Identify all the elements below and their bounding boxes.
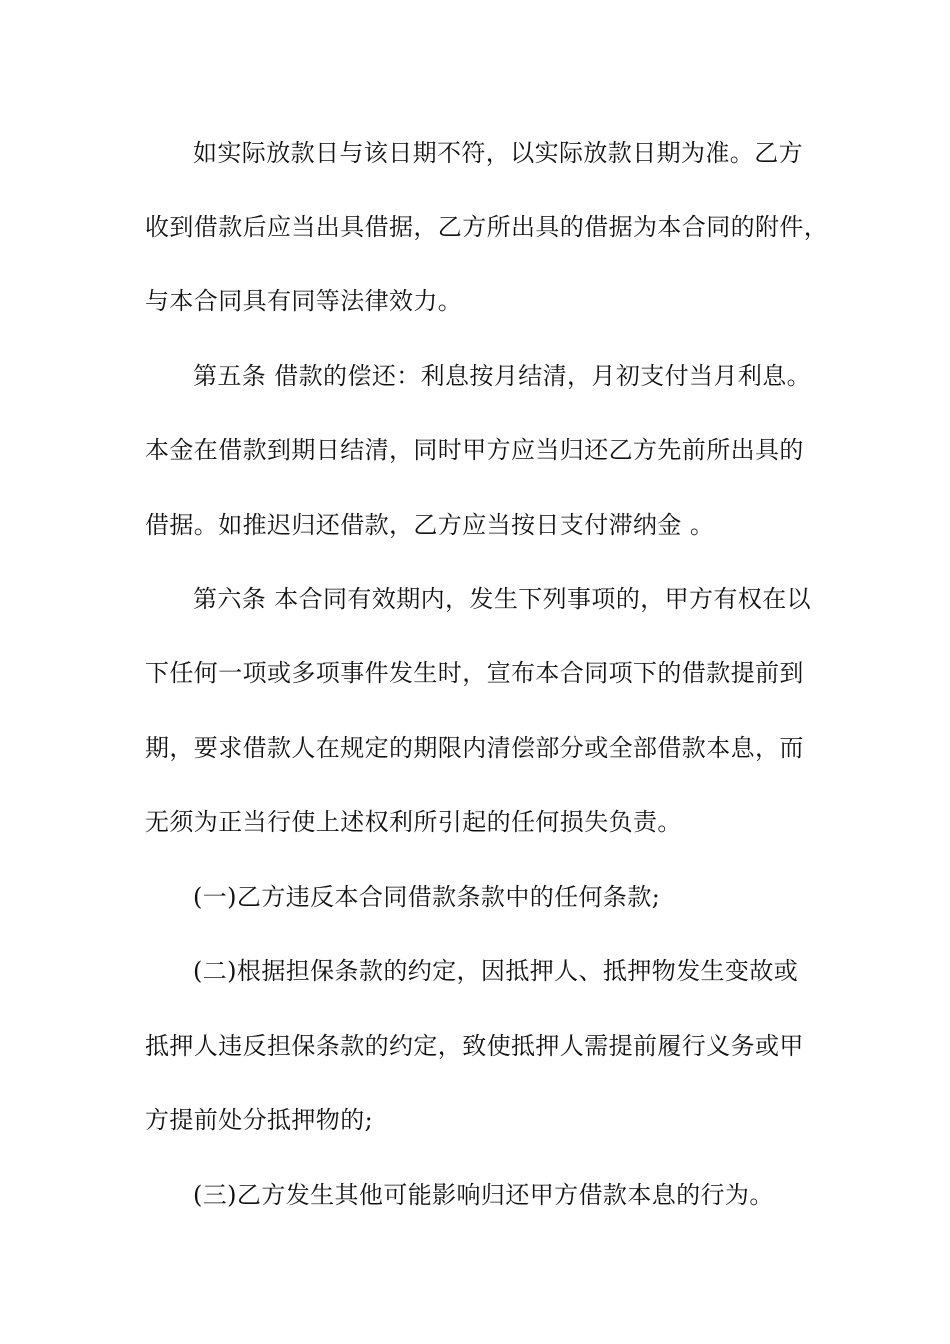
- paragraph-line: 第五条 借款的偿还：利息按月结清，月初支付当月利息。: [193, 362, 812, 390]
- paragraph-line: 借据。如推迟归还借款，乙方应当按日支付滞纳金 。: [145, 511, 715, 539]
- paragraph-line: (三)乙方发生其他可能影响归还甲方借款本息的行为。: [193, 1181, 774, 1209]
- paragraph-line: 方提前处分抵押物的;: [145, 1106, 374, 1134]
- paragraph-line: 期，要求借款人在规定的期限内清偿部分或全部借款本息，而: [145, 734, 804, 762]
- paragraph-line: 抵押人违反担保条款的约定，致使抵押人需提前履行义务或甲: [145, 1032, 804, 1060]
- paragraph-line: (二)根据担保条款的约定，因抵押人、抵押物发生变故或: [193, 957, 799, 985]
- paragraph-line: 本金在借款到期日结清，同时甲方应当归还乙方先前所出具的: [145, 436, 804, 464]
- paragraph-line: 无须为正当行使上述权利所引起的任何损失负责。: [145, 808, 682, 836]
- paragraph-line: 第六条 本合同有效期内，发生下列事项的，甲方有权在以: [193, 585, 812, 613]
- paragraph-line: 收到借款后应当出具借据，乙方所出具的借据为本合同的附件，: [145, 213, 829, 241]
- paragraph-line: (一)乙方违反本合同借款条款中的任何条款;: [193, 883, 661, 911]
- paragraph-line: 与本合同具有同等法律效力。: [145, 287, 463, 315]
- paragraph-line: 下任何一项或多项事件发生时，宣布本合同项下的借款提前到: [145, 659, 804, 687]
- paragraph-line: 如实际放款日与该日期不符，以实际放款日期为准。乙方: [193, 139, 803, 167]
